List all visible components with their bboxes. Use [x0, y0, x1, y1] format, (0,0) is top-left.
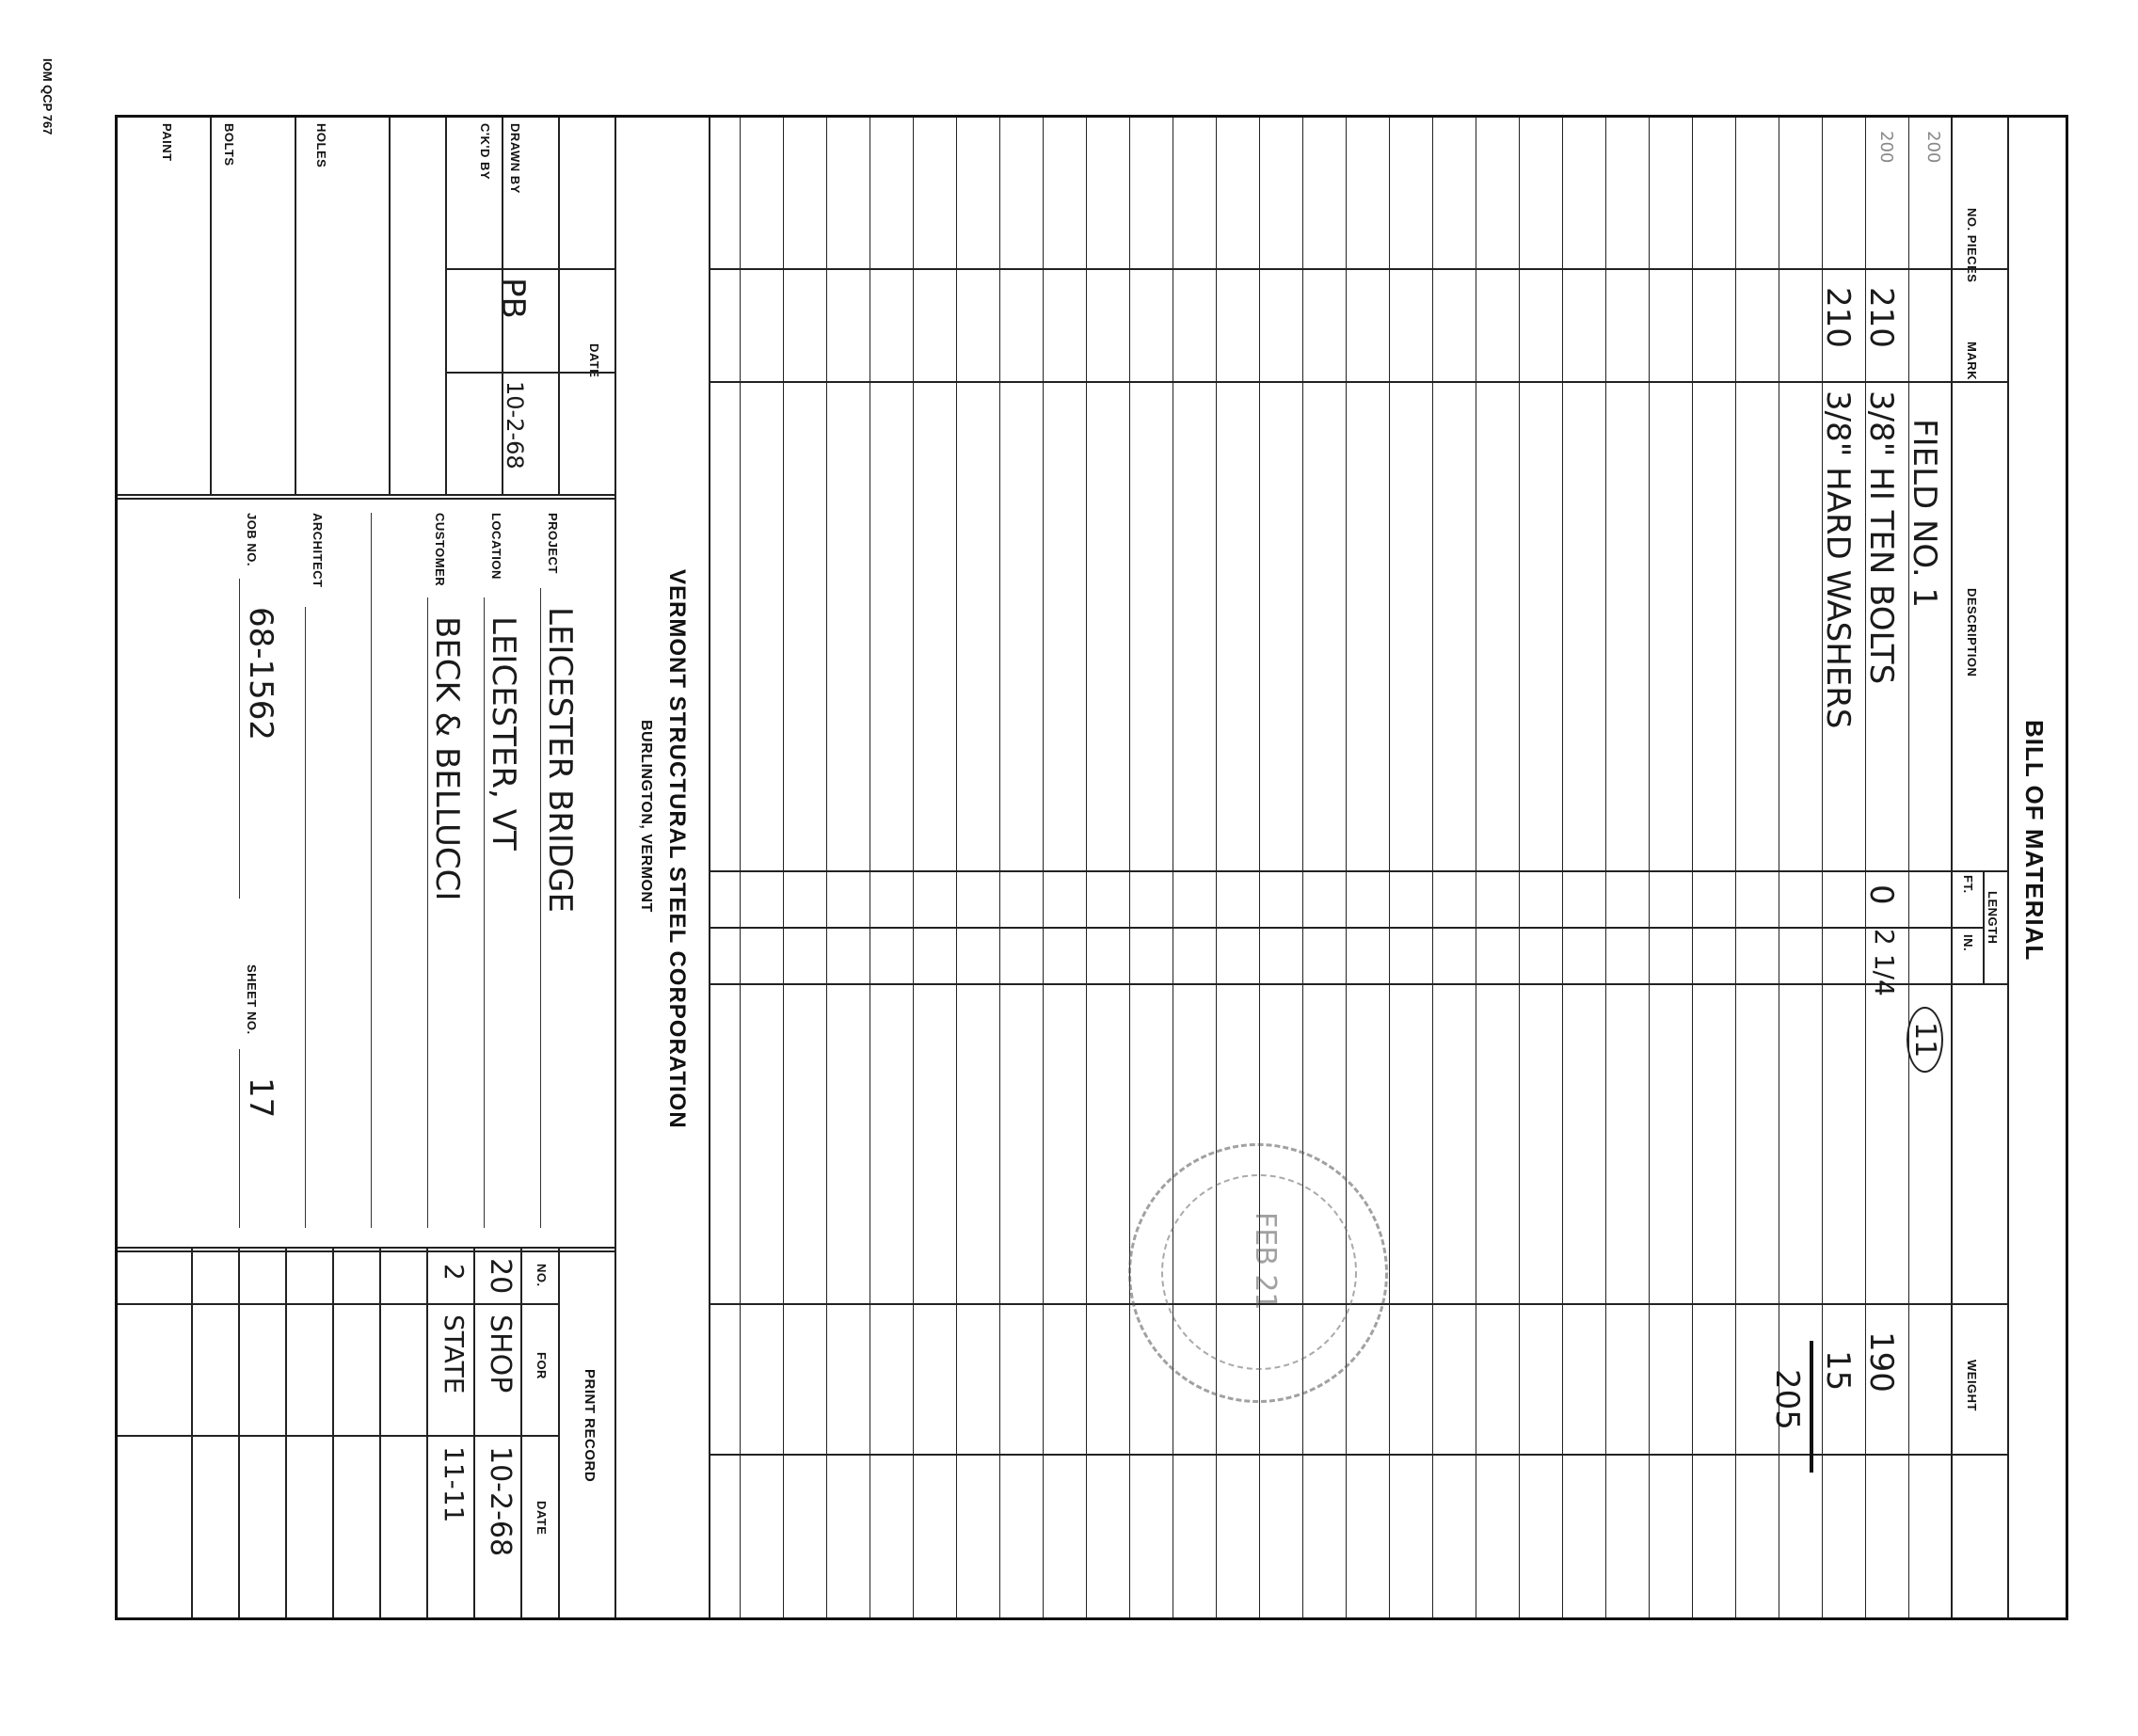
- sheet-no-label: SHEET NO.: [245, 964, 259, 1035]
- table-rule: [1086, 118, 1087, 1617]
- table-rule: [1432, 118, 1433, 1617]
- form-title: BILL OF MATERIAL: [2020, 720, 2049, 962]
- job-no-label: JOB NO.: [245, 513, 259, 566]
- row-pieces: 210: [1862, 287, 1900, 348]
- project-value: LEICESTER BRIDGE: [541, 607, 579, 913]
- table-rule: [1043, 118, 1044, 1617]
- customer-label: CUSTOMER: [433, 513, 447, 587]
- table-rule: [1649, 118, 1650, 1617]
- row-length-ft: 0: [1862, 884, 1900, 905]
- holes-label: HOLES: [314, 123, 328, 168]
- margin-note: 200: [1923, 131, 1943, 164]
- table-rule: [913, 118, 914, 1617]
- pr-date: 10-2-68: [484, 1446, 517, 1557]
- margin-note: 200: [1876, 131, 1896, 164]
- row-weight: 190: [1862, 1331, 1900, 1393]
- col-pieces-header: NO. PIECES: [1965, 208, 1979, 283]
- total-underline: [1810, 1341, 1813, 1473]
- row-description: 3/8" HARD WASHERS: [1819, 390, 1857, 729]
- drawn-by-value: PB: [494, 278, 532, 319]
- bolts-label: BOLTS: [222, 123, 236, 167]
- project-label: PROJECT: [546, 513, 560, 574]
- pr-no-header: NO.: [534, 1264, 549, 1287]
- date-label: DATE: [587, 343, 601, 378]
- company-city: BURLINGTON, VERMONT: [638, 720, 654, 913]
- table-rule: [956, 118, 957, 1617]
- col-weight-header: WEIGHT: [1965, 1360, 1979, 1411]
- pr-date-header: DATE: [534, 1501, 549, 1536]
- col-mark-header: MARK: [1965, 342, 1979, 380]
- table-rule: [999, 118, 1000, 1617]
- customer-value: BECK & BELLUCCI: [428, 616, 466, 901]
- paint-label: PAINT: [160, 123, 174, 162]
- table-rule: [740, 118, 741, 1617]
- circled-note: 11: [1907, 1007, 1943, 1073]
- row-description: FIELD NO. 1: [1906, 419, 1943, 609]
- drawn-by-label: DRAWN BY: [508, 123, 522, 194]
- row-length-in: 2 1/4: [1869, 929, 1900, 996]
- total-weight: 205: [1768, 1369, 1806, 1430]
- job-no-value: 68-1562: [242, 607, 279, 741]
- pr-for-header: FOR: [534, 1352, 549, 1379]
- table-rule: [1908, 118, 1909, 1617]
- table-rule: [1692, 118, 1693, 1617]
- table-rule: [783, 118, 784, 1617]
- form-code: IOM QCP 767: [40, 58, 55, 135]
- table-rule: [1519, 118, 1520, 1617]
- col-description-header: DESCRIPTION: [1965, 588, 1979, 677]
- pr-no: 2: [439, 1264, 470, 1281]
- pr-for: STATE: [439, 1314, 470, 1394]
- location-label: LOCATION: [489, 513, 503, 580]
- col-length-header: LENGTH: [1986, 891, 2000, 945]
- print-record-label: PRINT RECORD: [582, 1369, 598, 1483]
- row-pieces: 210: [1819, 287, 1857, 348]
- ckd-by-label: C'K'D BY: [478, 123, 492, 181]
- table-rule: [1562, 118, 1563, 1617]
- row-weight: 15: [1819, 1350, 1857, 1392]
- pr-no: 20: [484, 1258, 517, 1295]
- pr-for: SHOP: [484, 1314, 517, 1394]
- table-rule: [1346, 118, 1347, 1617]
- table-rule: [1389, 118, 1390, 1617]
- row-description: 3/8" HI TEN BOLTS: [1862, 390, 1900, 685]
- table-rule: [1735, 118, 1736, 1617]
- location-value: LEICESTER, VT: [485, 616, 522, 851]
- table-rule: [1605, 118, 1606, 1617]
- col-ft-header: FT.: [1961, 875, 1975, 894]
- col-in-header: IN.: [1961, 934, 1975, 952]
- company-name: VERMONT STRUCTURAL STEEL CORPORATION: [664, 569, 690, 1129]
- drawn-date-value: 10-2-68: [502, 381, 528, 470]
- received-stamp: [1128, 1143, 1388, 1403]
- stamp-date: FEB 21: [1249, 1212, 1282, 1311]
- architect-label: ARCHITECT: [311, 513, 325, 588]
- bill-of-material-sheet: [115, 115, 2068, 1620]
- table-rule: [1129, 118, 1130, 1617]
- pr-date: 11-11: [439, 1446, 470, 1523]
- sheet-no-value: 17: [242, 1077, 279, 1119]
- table-rule: [826, 118, 827, 1617]
